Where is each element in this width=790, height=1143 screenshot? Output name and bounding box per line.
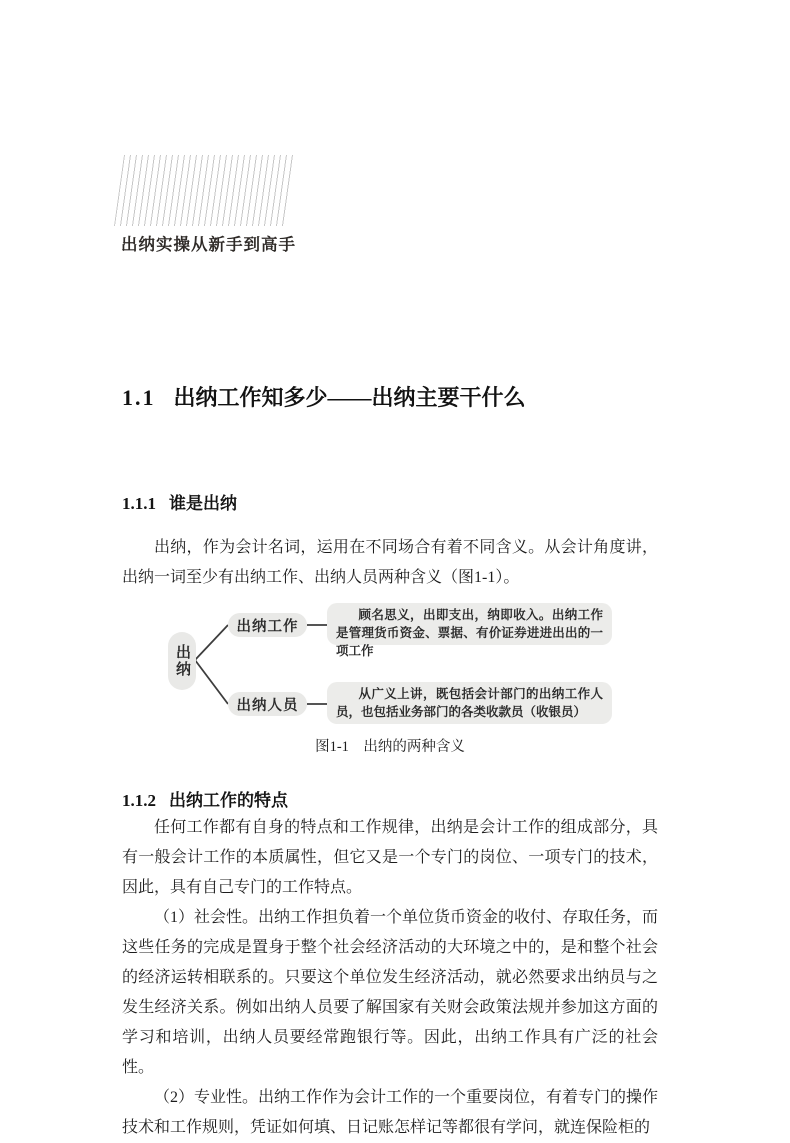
subsection-1-number: 1.1.1 [122,494,156,513]
paragraph: （2）专业性。出纳工作作为会计工作的一个重要岗位，有着专门的操作技术和工作规则，凭证如何填、日记账怎样记等都很有学问，就连保险柜的 [122,1089,659,1136]
diagram-description-box-2: 从广义上讲，既包括会计部门的出纳工作人员，也包括业务部门的各类收款员（收银员） [327,682,612,724]
section-heading [122,381,526,412]
figure-caption: 图1-1 出纳的两种含义 [315,739,465,755]
subsection-heading-1 [122,489,237,514]
figure-diagram [150,598,630,730]
subsection-2-title: 出纳工作的特点 [169,791,288,810]
intro-paragraph-block [122,533,658,593]
paragraph: 出纳，作为会计名词，运用在不同场合有着不同含义。从会计角度讲，出纳一词至少有出纳工作、出纳人员两种含义（图1-1）。 [122,539,658,586]
section-title: 出纳工作知多少——出纳主要干什么 [173,385,526,410]
subsection-2-number: 1.1.2 [122,791,156,810]
section-number: 1.1 [122,385,156,410]
subsection-1-title: 谁是出纳 [169,494,237,513]
diagram-description-box-1: 顾名思义，出即支出，纳即收入。出纳工作是管理货币资金、票据、有价证券进进出出的一项工作 [327,603,612,645]
diagram-branch-node-1: 出纳工作 [228,613,307,637]
book-title: 出纳实操从新手到高手 [121,236,296,254]
diagram-root-node: 出纳 [168,632,196,690]
subsection-heading-2 [122,786,288,811]
paragraph: （1）社会性。出纳工作担负着一个单位货币资金的收付、存取任务，而这些任务的完成是置身于整个社会经济活动的大环境之中的，是和整个社会的经济运转相联系的。只要这个单位发生经济活动，就必然要求出纳员与之发生经济关系。例如出纳人员要了解国家有关财会政策法规并参加这方面的学习和培训，出纳人员要经常跑银行等。因此，出纳工作具有广泛的社会性。 [122,909,659,1076]
diagram-branch-node-2: 出纳人员 [228,692,307,716]
stripe-pattern-decoration [114,155,296,226]
body-text-block [122,813,658,1143]
paragraph: 任何工作都有自身的特点和工作规律，出纳是会计工作的组成部分，具有一般会计工作的本质属性，但它又是一个专门的岗位、一项专门的技术，因此，具有自己专门的工作特点。 [122,819,658,896]
